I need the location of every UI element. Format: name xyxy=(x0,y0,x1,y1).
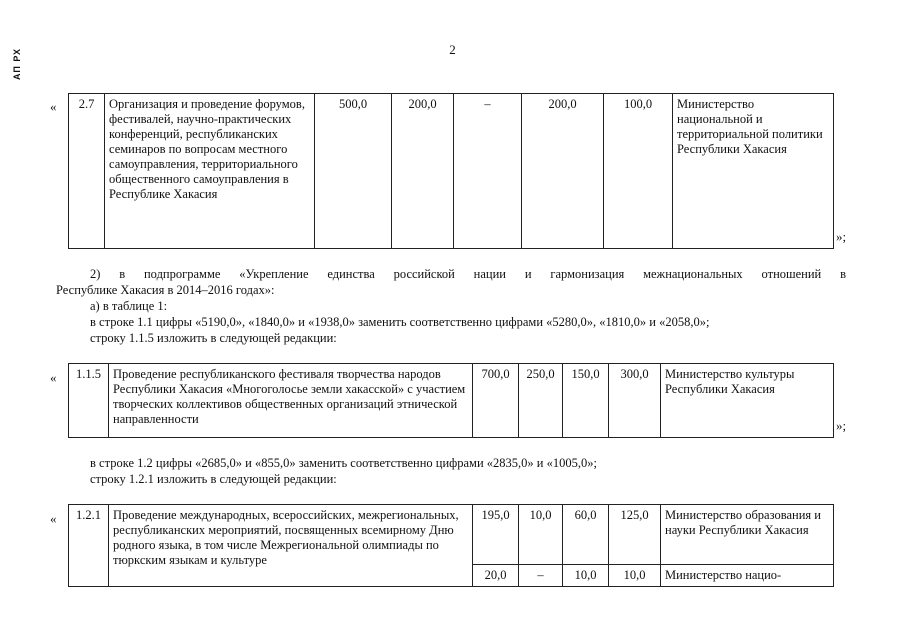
table2-row-name: Проведение республиканского фестиваля творчества народов Республики Хакасия «Многоголосье земли хакасской» с участием творческих коллективов общественных организаций этнической направленности xyxy=(109,364,473,438)
paragraph-row-1-1-5: строку 1.1.5 изложить в следующей редакции: xyxy=(90,331,337,345)
table2-value-2: 250,0 xyxy=(519,364,563,438)
table1-quote-close: »; xyxy=(836,229,847,244)
table3-row1-value-3: 60,0 xyxy=(563,505,609,565)
table3 xyxy=(68,504,834,587)
table3-row1-value-1: 195,0 xyxy=(473,505,519,565)
table3-row-name: Проведение международных, всероссийских, межрегиональных, республиканских мероприятий, посвященных всемирному Дню родного языка, в том числе Межрегиональной олимпиады по тюркским языкам и культуре xyxy=(109,505,473,587)
side-mark: АП РХ xyxy=(12,48,22,81)
table3-row-number: 1.2.1 xyxy=(69,505,109,587)
table2-row-number: 1.1.5 xyxy=(69,364,109,438)
table1-value-3: – xyxy=(454,94,522,249)
table3-row2-value-4: 10,0 xyxy=(609,565,661,587)
table2-value-3: 150,0 xyxy=(563,364,609,438)
paragraph-2-line-1: 2) в подпрограмме «Укрепление единства российской нации и гармонизация межнациональных отношений в xyxy=(90,267,846,281)
table2-value-4: 300,0 xyxy=(609,364,661,438)
table2-quote-close: »; xyxy=(836,418,847,433)
table3-row1-value-2: 10,0 xyxy=(519,505,563,565)
paragraph-a: а) в таблице 1: xyxy=(90,299,168,313)
table1-value-1: 500,0 xyxy=(315,94,392,249)
paragraph-row-1-1: в строке 1.1 цифры «5190,0», «1840,0» и «1938,0» заменить соответственно цифрами «5280,0», «1810,0» и «2058,0»; xyxy=(90,315,710,329)
table1-executor: Министерство национальной и территориальной политики Республики Хакасия xyxy=(673,94,834,249)
table3-row2-value-2: – xyxy=(519,565,563,587)
table2-executor: Министерство культуры Республики Хакасия xyxy=(661,364,834,438)
table3-row2-executor: Министерство нацио- xyxy=(661,565,834,587)
page-number: 2 xyxy=(449,42,456,57)
table1-value-4: 200,0 xyxy=(522,94,604,249)
table2-row-1-1-5 xyxy=(69,364,834,438)
paragraph-row-1-2: в строке 1.2 цифры «2685,0» и «855,0» заменить соответственно цифрами «2835,0» и «1005,0»; xyxy=(90,456,597,470)
table1-quote-open: « xyxy=(50,99,57,114)
table3-row2-value-3: 10,0 xyxy=(563,565,609,587)
table3-row1-executor: Министерство образования и науки Республики Хакасия xyxy=(661,505,834,565)
table1-row-2-7 xyxy=(69,94,834,249)
paragraph-2-line-2: Республике Хакасия в 2014–2016 годах»: xyxy=(56,283,275,297)
table1-row-name: Организация и проведение форумов, фестивалей, научно-практических конференций, республиканских семинаров по вопросам местного самоуправления, территориального общественного самоуправления в Республике Хакасия xyxy=(105,94,315,249)
table3-row1-value-4: 125,0 xyxy=(609,505,661,565)
paragraph-row-1-2-1: строку 1.2.1 изложить в следующей редакции: xyxy=(90,472,337,486)
table2-value-1: 700,0 xyxy=(473,364,519,438)
table2-quote-open: « xyxy=(50,370,57,385)
table1-value-2: 200,0 xyxy=(392,94,454,249)
table3-row-1-2-1-a xyxy=(69,505,834,565)
table1-value-5: 100,0 xyxy=(604,94,673,249)
table2 xyxy=(68,363,834,438)
table1 xyxy=(68,93,834,249)
table3-quote-open: « xyxy=(50,511,57,526)
table1-row-number: 2.7 xyxy=(69,94,105,249)
table3-row2-value-1: 20,0 xyxy=(473,565,519,587)
